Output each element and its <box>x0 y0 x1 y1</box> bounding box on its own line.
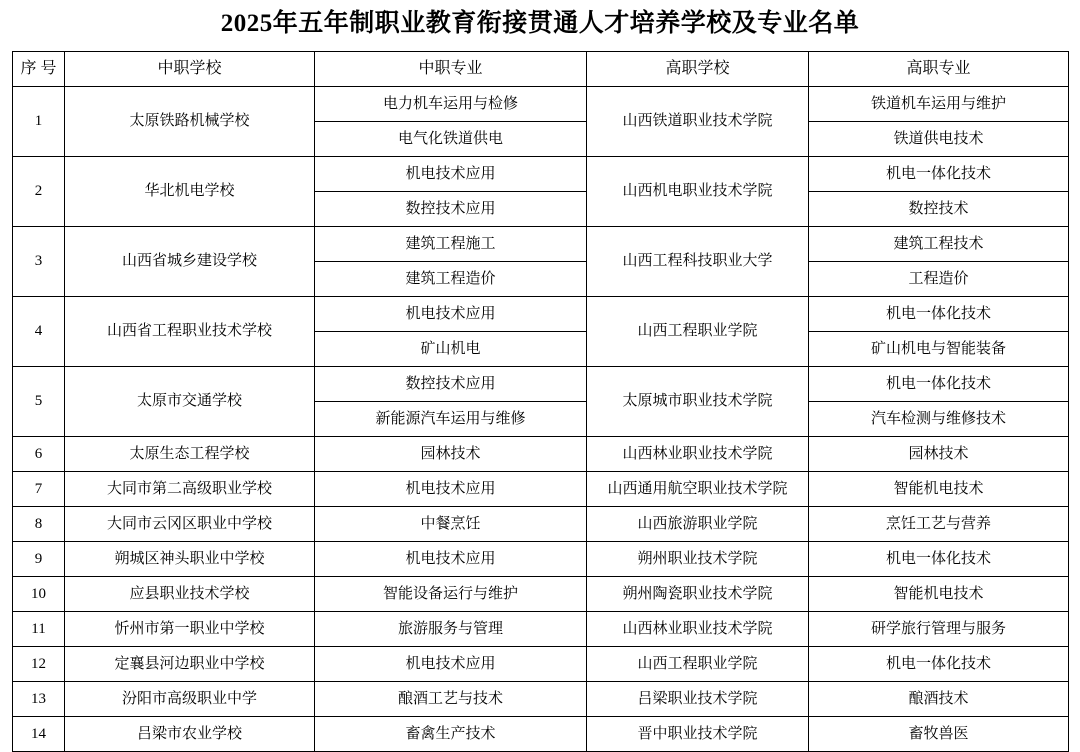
cell-major: 建筑工程施工 <box>315 226 587 261</box>
cell-index: 7 <box>13 471 65 506</box>
cell-hz-major: 铁道机车运用与维护 <box>809 86 1069 121</box>
table-row <box>13 156 1069 191</box>
table-header <box>13 51 1069 86</box>
table-row <box>13 576 1069 611</box>
cell-index: 10 <box>13 576 65 611</box>
cell-hz-major: 矿山机电与智能装备 <box>809 331 1069 366</box>
cell-school: 朔城区神头职业中学校 <box>65 541 315 576</box>
table-row <box>13 366 1069 401</box>
cell-school: 华北机电学校 <box>65 156 315 226</box>
cell-major: 机电技术应用 <box>315 471 587 506</box>
cell-major: 酿酒工艺与技术 <box>315 681 587 716</box>
table-body <box>13 86 1069 751</box>
cell-hz-major: 研学旅行管理与服务 <box>809 611 1069 646</box>
page-title: 2025年五年制职业教育衔接贯通人才培养学校及专业名单 <box>220 10 860 37</box>
cell-major: 机电技术应用 <box>315 296 587 331</box>
cell-index: 12 <box>13 646 65 681</box>
cell-school: 定襄县河边职业中学校 <box>65 646 315 681</box>
cell-index: 8 <box>13 506 65 541</box>
cell-index: 5 <box>13 366 65 436</box>
cell-major: 机电技术应用 <box>315 156 587 191</box>
cell-major: 建筑工程造价 <box>315 261 587 296</box>
cell-hz-major: 机电一体化技术 <box>809 646 1069 681</box>
cell-major: 矿山机电 <box>315 331 587 366</box>
table-row <box>13 611 1069 646</box>
cell-major: 机电技术应用 <box>315 646 587 681</box>
cell-hz-school: 山西工程科技职业大学 <box>587 226 809 296</box>
cell-hz-school: 晋中职业技术学院 <box>587 716 809 751</box>
cell-hz-major: 机电一体化技术 <box>809 366 1069 401</box>
cell-hz-major: 畜牧兽医 <box>809 716 1069 751</box>
cell-hz-school: 朔州职业技术学院 <box>587 541 809 576</box>
cell-index: 6 <box>13 436 65 471</box>
column-header-hz-major: 高职专业 <box>809 51 1069 86</box>
table-row <box>13 226 1069 261</box>
column-header-school: 中职学校 <box>65 51 315 86</box>
cell-hz-major: 建筑工程技术 <box>809 226 1069 261</box>
cell-school: 汾阳市高级职业中学 <box>65 681 315 716</box>
cell-index: 2 <box>13 156 65 226</box>
cell-hz-school: 山西通用航空职业技术学院 <box>587 471 809 506</box>
cell-hz-school: 山西工程职业学院 <box>587 296 809 366</box>
table-row <box>13 296 1069 331</box>
cell-hz-school: 朔州陶瓷职业技术学院 <box>587 576 809 611</box>
cell-hz-school: 山西机电职业技术学院 <box>587 156 809 226</box>
cell-hz-major: 汽车检测与维修技术 <box>809 401 1069 436</box>
cell-school: 大同市第二高级职业学校 <box>65 471 315 506</box>
cell-major: 机电技术应用 <box>315 541 587 576</box>
cell-major: 数控技术应用 <box>315 191 587 226</box>
cell-major: 中餐烹饪 <box>315 506 587 541</box>
table-row <box>13 646 1069 681</box>
cell-hz-major: 铁道供电技术 <box>809 121 1069 156</box>
cell-school: 大同市云冈区职业中学校 <box>65 506 315 541</box>
cell-index: 11 <box>13 611 65 646</box>
cell-index: 3 <box>13 226 65 296</box>
column-header-index: 序 号 <box>13 51 65 86</box>
table-row <box>13 436 1069 471</box>
cell-school: 忻州市第一职业中学校 <box>65 611 315 646</box>
cell-hz-major: 机电一体化技术 <box>809 156 1069 191</box>
cell-index: 14 <box>13 716 65 751</box>
cell-school: 太原生态工程学校 <box>65 436 315 471</box>
cell-hz-school: 山西林业职业技术学院 <box>587 436 809 471</box>
cell-major: 数控技术应用 <box>315 366 587 401</box>
cell-hz-school: 太原城市职业技术学院 <box>587 366 809 436</box>
program-list-table <box>12 51 1069 752</box>
column-header-major: 中职专业 <box>315 51 587 86</box>
cell-index: 13 <box>13 681 65 716</box>
cell-hz-major: 园林技术 <box>809 436 1069 471</box>
cell-major: 旅游服务与管理 <box>315 611 587 646</box>
cell-school: 应县职业技术学校 <box>65 576 315 611</box>
cell-hz-major: 酿酒技术 <box>809 681 1069 716</box>
cell-major: 电气化铁道供电 <box>315 121 587 156</box>
cell-hz-major: 机电一体化技术 <box>809 296 1069 331</box>
cell-school: 太原市交通学校 <box>65 366 315 436</box>
table-header-row <box>13 51 1069 86</box>
cell-hz-school: 山西林业职业技术学院 <box>587 611 809 646</box>
cell-hz-major: 工程造价 <box>809 261 1069 296</box>
cell-hz-school: 山西旅游职业学院 <box>587 506 809 541</box>
table-row <box>13 716 1069 751</box>
cell-hz-school: 吕梁职业技术学院 <box>587 681 809 716</box>
cell-index: 1 <box>13 86 65 156</box>
table-row <box>13 86 1069 121</box>
cell-school: 山西省城乡建设学校 <box>65 226 315 296</box>
cell-major: 园林技术 <box>315 436 587 471</box>
cell-hz-major: 烹饪工艺与营养 <box>809 506 1069 541</box>
cell-hz-school: 山西铁道职业技术学院 <box>587 86 809 156</box>
cell-school: 吕梁市农业学校 <box>65 716 315 751</box>
cell-major: 智能设备运行与维护 <box>315 576 587 611</box>
cell-major: 畜禽生产技术 <box>315 716 587 751</box>
cell-index: 9 <box>13 541 65 576</box>
cell-major: 新能源汽车运用与维修 <box>315 401 587 436</box>
cell-hz-major: 智能机电技术 <box>809 471 1069 506</box>
cell-school: 太原铁路机械学校 <box>65 86 315 156</box>
cell-index: 4 <box>13 296 65 366</box>
table-row <box>13 681 1069 716</box>
cell-hz-major: 数控技术 <box>809 191 1069 226</box>
cell-hz-major: 机电一体化技术 <box>809 541 1069 576</box>
cell-major: 电力机车运用与检修 <box>315 86 587 121</box>
cell-hz-school: 山西工程职业学院 <box>587 646 809 681</box>
cell-school: 山西省工程职业技术学校 <box>65 296 315 366</box>
table-row <box>13 541 1069 576</box>
column-header-hz-school: 高职学校 <box>587 51 809 86</box>
table-row <box>13 471 1069 506</box>
table-row <box>13 506 1069 541</box>
cell-hz-major: 智能机电技术 <box>809 576 1069 611</box>
